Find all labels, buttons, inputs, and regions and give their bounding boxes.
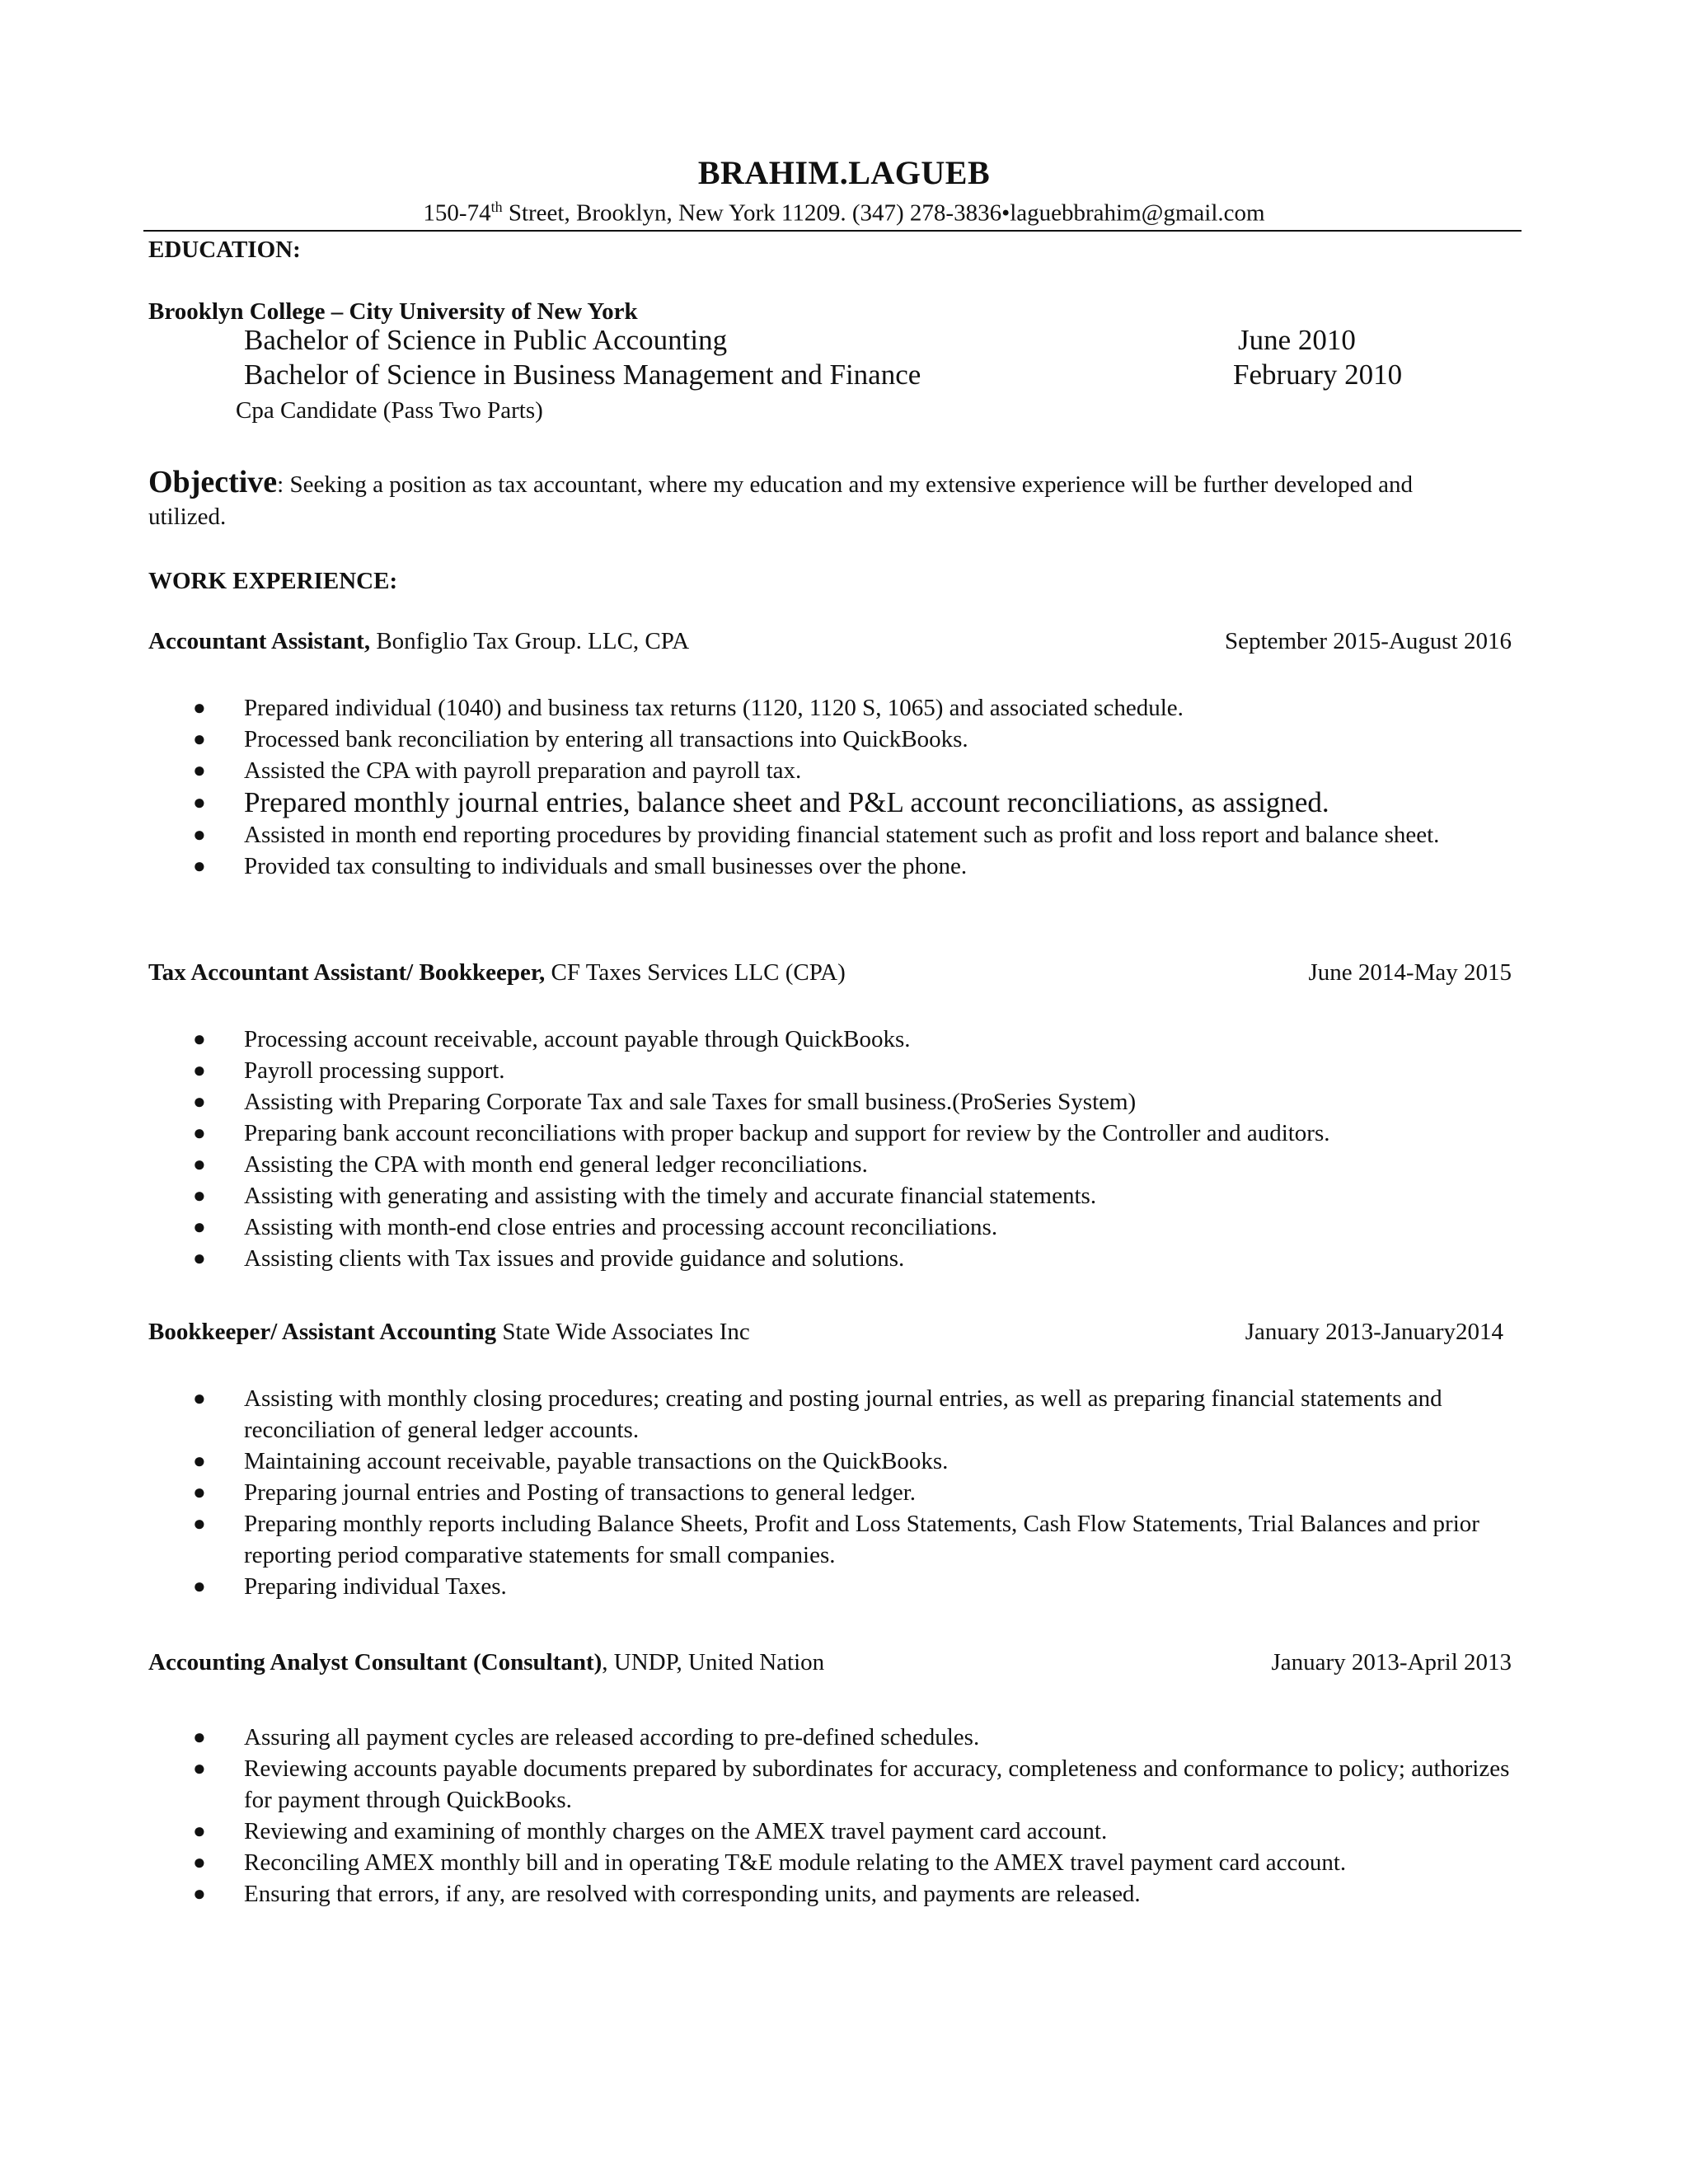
list-item: ● Provided tax consulting to individuals and small businesses over the phone. (148, 851, 1522, 882)
list-item: ● Reconciling AMEX monthly bill and in operating T&E module relating to the AMEX travel payment card account. (148, 1847, 1522, 1878)
list-item: ● Assisted in month end reporting procedures by providing financial statement such as profit and loss report and balance sheet. (148, 819, 1522, 851)
bullet-icon: ● (193, 1850, 206, 1874)
bullet-icon: ● (193, 1183, 206, 1207)
degree-date-2: February 2010 (1233, 359, 1403, 391)
job-bullets-3 (148, 1383, 1522, 1602)
job-title-line-3 (148, 1319, 750, 1346)
list-item: ● Maintaining account receivable, payable transactions on the QuickBooks. (148, 1446, 1522, 1477)
job-company: Bonfiglio Tax Group. LLC, CPA (370, 628, 690, 654)
list-item: ● Assisting clients with Tax issues and provide guidance and solutions. (148, 1243, 1522, 1274)
degree-title-2: Bachelor of Science in Business Management and Finance (244, 359, 921, 391)
list-item: ● Assisting with month-end close entries and processing account reconciliations. (148, 1212, 1522, 1243)
list-item: ● Prepared monthly journal entries, balance sheet and P&L account reconciliations, as assigned. (193, 786, 1329, 818)
job-title-line-1 (148, 628, 689, 655)
bullet-icon: ● (193, 1882, 206, 1905)
bullet-icon: ● (193, 1058, 206, 1082)
job-title-line-4 (148, 1649, 824, 1676)
bullet-icon: ● (193, 1511, 206, 1535)
job-title: Accountant Assistant, (148, 628, 371, 654)
bullet-icon: ● (193, 727, 206, 751)
list-item: ● Assisted the CPA with payroll preparation and payroll tax. (148, 755, 1522, 786)
list-item: ● Processed bank reconciliation by entering all transactions into QuickBooks. (148, 724, 1522, 755)
degree-date-1: June 2010 (1238, 324, 1356, 356)
bullet-icon: ● (193, 1480, 206, 1504)
list-item: ● Prepared individual (1040) and business tax returns (1120, 1120 S, 1065) and associated schedule. (148, 692, 1522, 724)
bullet-icon: ● (193, 1725, 206, 1749)
job-bullets-4 (148, 1722, 1522, 1910)
list-item: ● Preparing bank account reconciliations with proper backup and support for review by the Controller and auditors. (148, 1118, 1522, 1149)
contact-line (0, 199, 1688, 227)
objective-paragraph (148, 466, 1434, 533)
bullet-icon: ● (193, 1449, 206, 1473)
bullet-icon: ● (193, 1027, 206, 1051)
contact-address-number: 150-74 (423, 199, 491, 227)
objective-text: : Seeking a position as tax accountant, where my education and my extensive experience will be further developed and utilized. (148, 471, 1413, 530)
list-item: ● Ensuring that errors, if any, are resolved with corresponding units, and payments are released. (148, 1878, 1522, 1910)
job-dates-3: January 2013-January2014 (1245, 1319, 1503, 1345)
bullet-icon: ● (193, 696, 206, 719)
job-dates-2: June 2014-May 2015 (1308, 959, 1512, 986)
list-item: ● Payroll processing support. (148, 1055, 1522, 1086)
list-item: ● Assisting with monthly closing procedures; creating and posting journal entries, as well as preparing financial statements and reconciliation of general ledger accounts. (148, 1383, 1522, 1446)
bullet-icon: ● (193, 823, 206, 846)
list-item: ● Preparing journal entries and Posting of transactions to general ledger. (148, 1477, 1522, 1508)
job-company: , UNDP, United Nation (602, 1649, 825, 1675)
list-item: ● Assisting with generating and assisting with the timely and accurate financial statements. (148, 1180, 1522, 1212)
bullet-icon: ● (193, 1386, 206, 1410)
job-bullets-2 (148, 1024, 1522, 1274)
bullet-icon: ● (193, 1756, 206, 1780)
bullet-icon: ● (193, 854, 206, 878)
objective-label: Objective (148, 465, 278, 499)
bullet-icon: ● (193, 758, 206, 782)
bullet-icon: ● (193, 1121, 206, 1145)
bullet-icon: ● (193, 1090, 206, 1113)
list-item: ● Assisting the CPA with month end general ledger reconciliations. (148, 1149, 1522, 1180)
job-company: CF Taxes Services LLC (CPA) (545, 959, 846, 986)
list-item: ● Processing account receivable, account payable through QuickBooks. (148, 1024, 1522, 1055)
contact-address-rest: Street, Brooklyn, New York 11209. (347) 278-3836•laguebbrahim@gmail.com (502, 199, 1265, 227)
bullet-icon: ● (193, 790, 206, 814)
bullet-icon: ● (193, 1574, 206, 1598)
job-company: State Wide Associates Inc (496, 1319, 750, 1345)
list-item: ● Reviewing and examining of monthly charges on the AMEX travel payment card account. (148, 1816, 1522, 1847)
job-dates-4: January 2013-April 2013 (1271, 1649, 1512, 1675)
degree-title-1: Bachelor of Science in Public Accounting (244, 324, 728, 356)
header-divider (143, 230, 1522, 232)
cpa-candidate-note: Cpa Candidate (Pass Two Parts) (236, 397, 543, 424)
list-item: ● Reviewing accounts payable documents prepared by subordinates for accuracy, completeness and conformance to policy; authorizes for payment through QuickBooks. (148, 1753, 1522, 1816)
bullet-icon: ● (193, 1152, 206, 1176)
work-experience-heading: WORK EXPERIENCE: (148, 568, 398, 594)
job-bullets-1 (148, 692, 1522, 882)
list-item: ● Preparing individual Taxes. (148, 1571, 1522, 1602)
bullet-icon: ● (193, 1246, 206, 1270)
contact-ordinal-suffix: th (490, 199, 503, 215)
job-title: Tax Accountant Assistant/ Bookkeeper, (148, 959, 546, 986)
job-dates-1: September 2015-August 2016 (1225, 628, 1512, 654)
bullet-icon: ● (193, 1215, 206, 1239)
job-title: Bookkeeper/ Assistant Accounting (148, 1319, 497, 1345)
list-item: ● Assuring all payment cycles are released according to pre-defined schedules. (148, 1722, 1522, 1753)
school-name: Brooklyn College – City University of New York (148, 298, 638, 325)
bullet-icon: ● (193, 1819, 206, 1843)
education-heading: EDUCATION: (148, 237, 301, 263)
list-item: ● Preparing monthly reports including Balance Sheets, Profit and Loss Statements, Cash Flow Statements, Trial Balances and prior reporting period comparative statements for small companies. (148, 1508, 1522, 1571)
list-item: ● Assisting with Preparing Corporate Tax and sale Taxes for small business.(ProSeries System) (148, 1086, 1522, 1118)
job-title: Accounting Analyst Consultant (Consultant) (148, 1649, 603, 1675)
candidate-name: BRAHIM.LAGUEB (697, 154, 991, 191)
job-title-line-2 (148, 959, 846, 987)
